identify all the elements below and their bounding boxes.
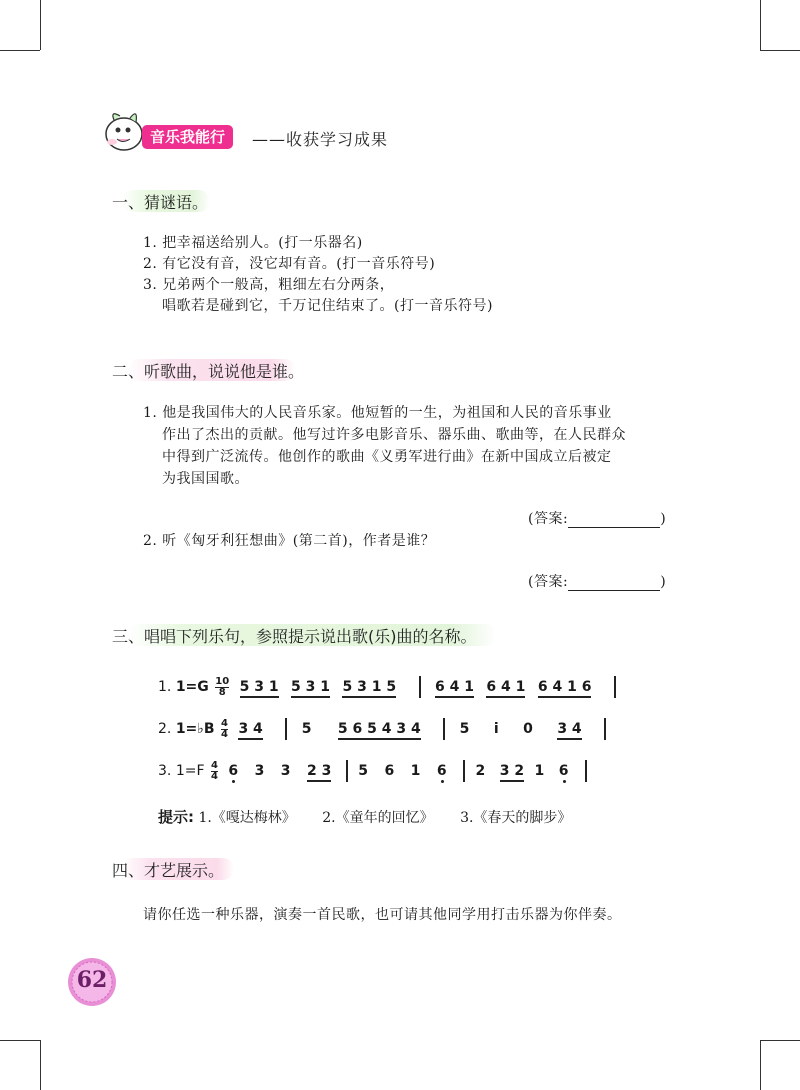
q2: 2. 听《匈牙利狂想曲》(第二首)，作者是谁？ — [143, 533, 436, 549]
time-signature: $\frac{4}{4}$ — [210, 759, 218, 782]
score-row-1 — [158, 676, 626, 698]
answer-blank[interactable] — [568, 513, 660, 528]
crop-mark — [40, 1040, 41, 1090]
crop-mark — [40, 0, 41, 50]
q1-line-2: 作出了杰出的贡献。他写过许多电影音乐、器乐曲、歌曲等，在人民群众 — [162, 427, 626, 443]
note: 5 — [358, 763, 369, 779]
answer-label: (答案: — [528, 574, 569, 590]
crop-mark — [0, 1040, 40, 1041]
key-signature: 1=F — [175, 763, 205, 779]
riddle-1: 1. 把幸福送给别人。(打一乐器名) — [143, 235, 363, 251]
note: 1 — [534, 763, 545, 779]
q1-line-1: 1. 他是我国伟大的人民音乐家。他短暂的一生，为祖国和人民的音乐事业 — [143, 405, 612, 421]
key-signature: 1=♭B — [175, 721, 215, 737]
hint-item: 2.《童年的回忆》 — [322, 810, 434, 826]
key-signature: 1=G — [175, 679, 209, 695]
note: 5 — [301, 721, 312, 737]
riddle-3b: 唱歌若是碰到它，千万记住结束了。(打一音乐符号) — [162, 298, 493, 314]
note: 0 — [523, 721, 533, 737]
q1-line-4: 为我国国歌。 — [162, 471, 249, 487]
row-number: 2. — [158, 721, 172, 737]
answer-blank[interactable] — [568, 576, 660, 591]
note-group: 3 4 — [557, 721, 581, 740]
note: 3 — [280, 763, 291, 779]
note-group: 3 4 — [238, 721, 262, 740]
barline — [285, 718, 287, 740]
note-group: 6 4 1 — [435, 679, 474, 698]
note: 3 — [254, 763, 265, 779]
riddle-3a: 3. 兄弟两个一般高，粗细左右分两条， — [143, 277, 395, 293]
section2-heading: 二、听歌曲，说说他是谁。 — [112, 362, 305, 381]
answer-1 — [528, 508, 666, 528]
note-group: 5 3 1 — [240, 679, 279, 698]
page-number-badge — [66, 956, 118, 1008]
q1-line-3: 中得到广泛流传。他创作的歌曲《义勇军进行曲》在新中国成立后被定 — [162, 449, 612, 465]
header-subtitle: ——收获学习成果 — [252, 130, 389, 149]
section4-heading: 四、才艺展示。 — [112, 861, 225, 880]
answer-close: ) — [660, 574, 667, 590]
hint-item: 1.《嘎达梅林》 — [198, 810, 296, 826]
page-number: 62 — [76, 967, 108, 993]
note-group: 6 4 1 — [486, 679, 525, 698]
barline — [585, 760, 587, 782]
section4-text: 请你任选一种乐器，演奏一首民歌，也可请其他同学用打击乐器为你伴奏。 — [143, 907, 622, 923]
barline — [604, 718, 606, 740]
note: 6 — [436, 763, 447, 779]
header-badge — [142, 125, 233, 149]
row-number: 3. — [158, 763, 172, 779]
note-group: 2 3 — [307, 763, 331, 782]
crop-mark — [760, 0, 761, 50]
note: 6 — [384, 763, 395, 779]
note: 1 — [410, 763, 421, 779]
time-signature: $\frac{10}{8}$ — [215, 675, 230, 698]
score-row-2 — [158, 718, 616, 740]
crop-mark — [760, 50, 800, 51]
note-group-slur: 3 2 — [500, 763, 524, 782]
crop-mark — [760, 1040, 761, 1090]
note: 5 — [459, 721, 470, 737]
section1-heading: 一、猜谜语。 — [112, 193, 209, 212]
answer-label: (答案: — [528, 511, 569, 527]
crop-mark — [0, 50, 40, 51]
note-group: 5 6 5 4 3 4 — [338, 721, 421, 740]
barline — [463, 760, 465, 782]
answer-2 — [528, 571, 666, 591]
answer-close: ) — [660, 511, 667, 527]
hint-item: 3.《春天的脚步》 — [460, 810, 572, 826]
barline — [614, 676, 616, 698]
time-signature: $\frac{4}{4}$ — [221, 717, 228, 740]
section3-heading: 三、唱唱下列乐句，参照提示说出歌(乐)曲的名称。 — [112, 627, 477, 646]
note: 2 — [475, 763, 486, 779]
note-group: 5 3 1 — [291, 679, 330, 698]
crop-mark — [760, 1040, 800, 1041]
note: i — [493, 721, 499, 737]
note-group: 6 4 1 6 — [538, 679, 592, 698]
header-badge-text: 音乐我能行 — [150, 128, 226, 146]
note: 6 — [558, 763, 569, 779]
riddle-2: 2. 有它没有音，没它却有音。(打一音乐符号) — [143, 256, 436, 272]
score-row-3 — [158, 760, 593, 782]
mascot-icon — [100, 106, 148, 154]
barline — [419, 676, 421, 698]
note: 6 — [228, 763, 239, 779]
row-number: 1. — [158, 679, 172, 695]
hints — [158, 806, 571, 827]
hint-label: 提示: — [158, 808, 194, 826]
note-group: 5 3 1 5 — [342, 679, 396, 698]
barline — [443, 718, 445, 740]
barline — [346, 760, 348, 782]
